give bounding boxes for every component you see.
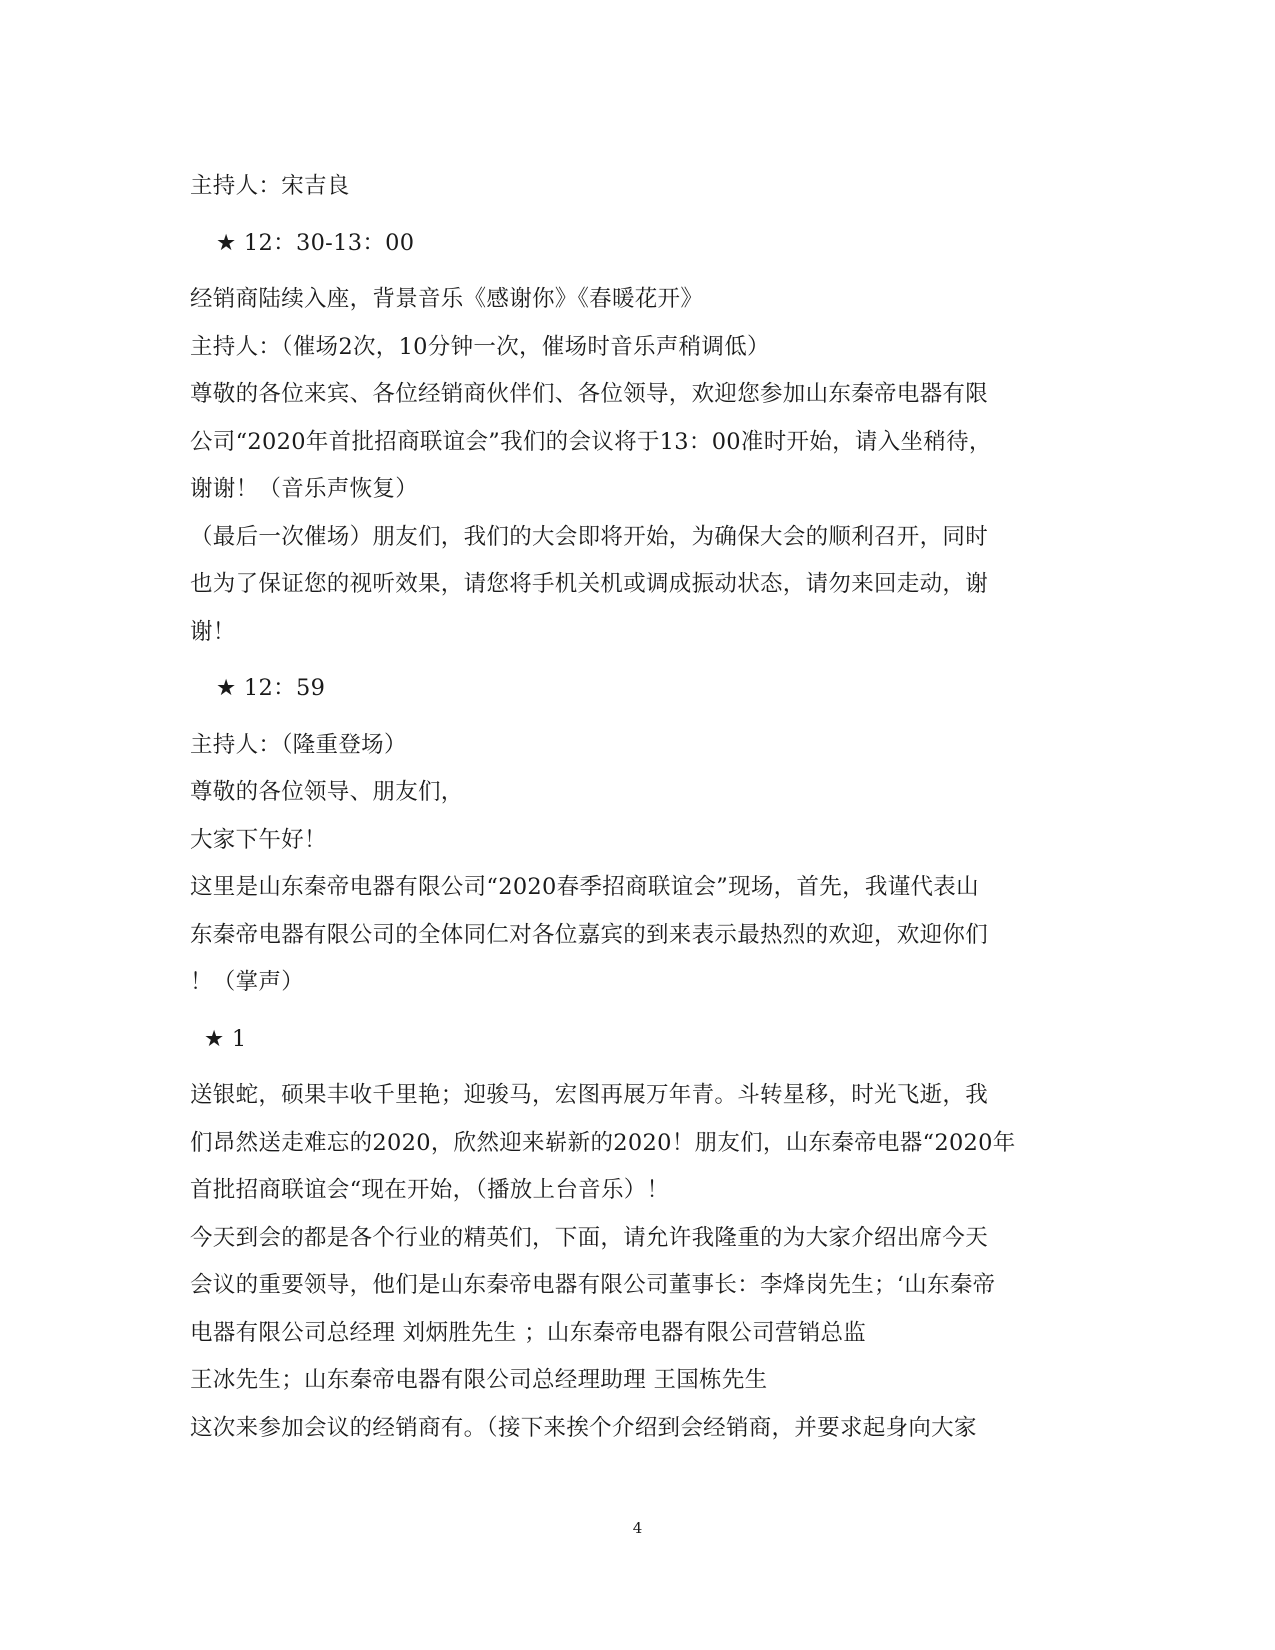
paragraph-line: 们昂然送走难忘的2020，欣然迎来崭新的2020！朋友们，山东秦帝电器“2020年 (190, 1129, 1016, 1156)
paragraph-line: 送银蛇，硕果丰收千里艳；迎骏马，宏图再展万年青。斗转星移，时光飞逝，我 (190, 1082, 989, 1108)
paragraph-line: 也为了保证您的视听效果，请您将手机关机或调成振动状态，请勿来回走动，谢 (190, 571, 989, 597)
paragraph-line: 首批招商联谊会“现在开始，（播放上台音乐）！ (190, 1177, 670, 1203)
paragraph-line: 尊敬的各位领导、朋友们， (190, 779, 464, 805)
host-name-line: 主持人：宋吉良 (190, 173, 350, 199)
section-heading-1: ★ 1 (204, 1025, 247, 1052)
paragraph-line: 主持人：（催场2次，10分钟一次，催场时音乐声稍调低） (190, 333, 770, 360)
time-heading-1230: ★ 12：30-13：00 (216, 229, 415, 256)
paragraph-line: ！（掌声） (190, 969, 305, 995)
paragraph-line: 尊敬的各位来宾、各位经销商伙伴们、各位领导，欢迎您参加山东秦帝电器有限 (190, 381, 989, 407)
paragraph-line: 王冰先生；山东秦帝电器有限公司总经理助理 王国栋先生 (190, 1367, 768, 1393)
paragraph-line: 主持人：（隆重登场） (190, 731, 407, 758)
paragraph-line: （最后一次催场）朋友们，我们的大会即将开始，为确保大会的顺利召开，同时 (190, 523, 989, 550)
paragraph-line: 会议的重要领导，他们是山东秦帝电器有限公司董事长：李烽岗先生；‘山东秦帝 (190, 1272, 996, 1298)
document-body (190, 163, 1075, 1452)
paragraph-line: 公司“2020年首批招商联谊会”我们的会议将于13：00准时开始，请入坐稍待， (190, 428, 992, 455)
paragraph-line: 这次来参加会议的经销商有。（接下来挨个介绍到会经销商，并要求起身向大家 (190, 1414, 977, 1441)
paragraph-line: 电器有限公司总经理 刘炳胜先生 ；山东秦帝电器有限公司营销总监 (190, 1319, 867, 1346)
paragraph-line: 东秦帝电器有限公司的全体同仁对各位嘉宾的到来表示最热烈的欢迎，欢迎你们 (190, 921, 989, 948)
paragraph-line: 今天到会的都是各个行业的精英们，下面，请允许我隆重的为大家介绍出席今天 (190, 1224, 989, 1251)
page-number: 4 (632, 1519, 643, 1537)
paragraph-line: 大家下午好！ (190, 826, 327, 853)
paragraph-line: 经销商陆续入座，背景音乐《感谢你》《春暖花开》 (190, 286, 704, 312)
time-heading-1259: ★ 12：59 (216, 675, 326, 701)
paragraph-line: 谢！ (190, 618, 236, 645)
paragraph-line: 这里是山东秦帝电器有限公司“2020春季招商联谊会”现场，首先，我谨代表山 (190, 874, 979, 900)
paragraph-line: 谢谢！（音乐声恢复） (190, 476, 419, 502)
